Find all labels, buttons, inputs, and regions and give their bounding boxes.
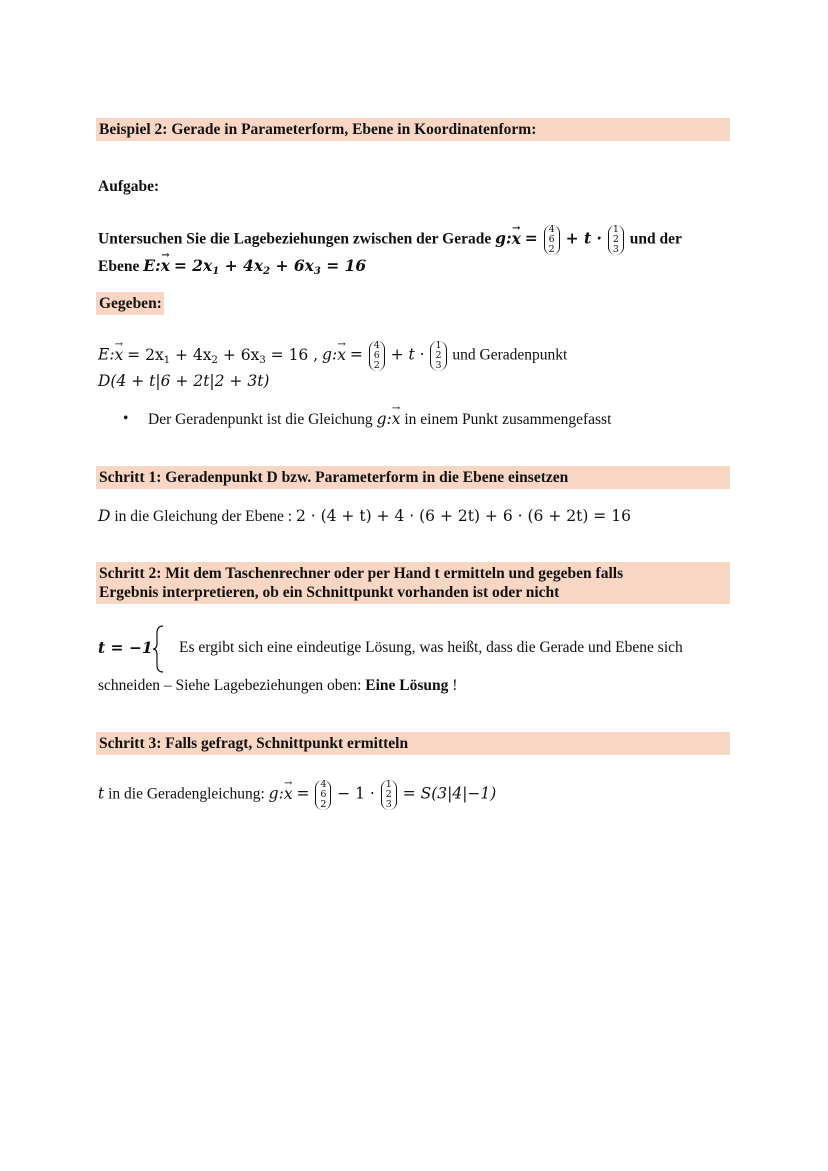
eq-part: + 6x (217, 345, 260, 364)
step1-equation: 2 · (4 + t) + 4 · (6 + 2t) + 6 · (6 + 2t) = 16 (295, 507, 631, 525)
vec-entry: 4 (320, 779, 327, 790)
step3-x-vector: → x (284, 784, 293, 804)
vec-entry: 2 (435, 350, 442, 361)
step2-text-line-1: Es ergibt sich eine eindeutige Lösung, was heißt, dass die Gerade und Ebene sich (179, 639, 683, 656)
eq-part: = 16 (320, 256, 367, 275)
step3-heading: Schritt 3: Falls gefragt, Schnittpunkt ermitteln (96, 732, 730, 755)
step3-support-vector (315, 780, 331, 810)
gegeben-label: Gegeben: (96, 292, 164, 315)
step2-t-result: t = −1 (98, 638, 153, 657)
step3-line (98, 780, 496, 810)
step2-heading-line-1: Schritt 2: Mit dem Taschenrechner oder per Hand t ermitteln und gegeben falls (99, 565, 624, 582)
task-plus-t: + t · (565, 228, 602, 248)
step1-heading: Schritt 1: Geradenpunkt D bzw. Parameterform in die Ebene einsetzen (96, 466, 730, 489)
step1-line (98, 506, 631, 527)
given-direction-vector (430, 341, 446, 371)
subscript: 3 (313, 266, 321, 277)
task-x-vector: → x (512, 229, 521, 249)
vec-entry: 2 (548, 244, 555, 255)
vec-entry: 2 (612, 234, 619, 245)
eq-part: = 2x (173, 256, 213, 275)
task-x-vector-2: → x (161, 256, 170, 276)
vec-entry: 4 (373, 340, 380, 351)
given-equals: = (349, 345, 363, 364)
bullet-text (148, 409, 611, 430)
step2-heading-line-2: Ergebnis interpretieren, ob ein Schnittpunkt vorhanden ist oder nicht (99, 584, 560, 601)
bullet-x-vector: → x (392, 409, 401, 429)
eq-part: = 2x (127, 345, 164, 364)
eq-part: + 4x (219, 256, 264, 275)
step2-text-bold: Eine Lösung (365, 677, 449, 694)
step3-t-var: t (98, 784, 105, 803)
given-support-vector (369, 341, 385, 371)
vec-entry: 6 (548, 234, 555, 245)
given-plus-t: + t · (390, 345, 425, 364)
vec-entry: 2 (385, 789, 392, 800)
step2-text-a: schneiden – Siehe Lagebeziehungen oben: (98, 677, 362, 694)
task-equals: = (524, 228, 538, 248)
plane-equation (174, 256, 366, 275)
step3-minus: − 1 · (337, 784, 375, 803)
vec-entry: 3 (435, 360, 442, 371)
eq-part: + 6x (270, 256, 314, 275)
given-line-1 (98, 341, 567, 371)
step2-heading (96, 562, 730, 604)
task-und-der: und der (629, 230, 682, 248)
bullet-text-before: Der Geradenpunkt ist die Gleichung (148, 411, 373, 428)
subscript: 1 (212, 266, 220, 277)
subscript: 2 (211, 354, 218, 366)
section-heading: Beispiel 2: Gerade in Parameterform, Ebene in Koordinatenform: (96, 118, 730, 141)
step3-direction-vector (381, 780, 397, 810)
step1-text: in die Gleichung der Ebene : (114, 508, 293, 525)
step2-text-line-2 (98, 676, 457, 696)
vec-entry: 4 (548, 224, 555, 235)
eq-part: = 16 , (265, 345, 319, 364)
step3-result: = S(3|4|−1) (402, 784, 497, 803)
aufgabe-label: Aufgabe: (98, 178, 160, 195)
step3-equals: = (296, 784, 310, 803)
given-g-label: g: (322, 345, 338, 364)
task-line-2 (98, 256, 366, 282)
subscript: 3 (259, 354, 266, 366)
task-g-label: g: (495, 228, 512, 248)
vec-entry: 1 (435, 340, 442, 351)
bullet-g-label: g: (376, 410, 392, 428)
vec-entry: 6 (320, 789, 327, 800)
given-x-vector-2: → x (337, 345, 346, 365)
vec-entry: 6 (373, 350, 380, 361)
step3-text: in die Geradengleichung: (108, 785, 265, 803)
given-e-label: E: (98, 345, 115, 364)
task-e-label: E: (143, 256, 161, 275)
vec-entry: 3 (385, 799, 392, 810)
task-text: Untersuchen Sie die Lagebeziehungen zwischen der Gerade (98, 230, 492, 248)
vec-entry: 1 (612, 224, 619, 235)
vec-entry: 2 (373, 360, 380, 371)
vec-entry: 3 (612, 244, 619, 255)
vec-entry: 1 (385, 779, 392, 790)
subscript: 2 (263, 266, 271, 277)
curly-brace-icon (152, 625, 166, 673)
task-line-1 (98, 225, 682, 255)
given-point-line: D(4 + t|6 + 2t|2 + 3t) (98, 372, 270, 390)
step1-d-var: D (98, 507, 111, 525)
bullet-text-after: in einem Punkt zusammengefasst (404, 411, 612, 428)
step2-text-c: ! (452, 677, 458, 694)
task-support-vector (544, 225, 560, 255)
bullet-symbol: • (123, 410, 129, 427)
given-plane-equation (127, 346, 318, 364)
task-ebene-word: Ebene (98, 258, 140, 275)
eq-part: + 4x (170, 345, 212, 364)
given-und-text: und Geradenpunkt (452, 346, 568, 364)
task-direction-vector (608, 225, 624, 255)
vec-entry: 2 (320, 799, 327, 810)
subscript: 1 (163, 354, 171, 366)
given-x-vector: → x (115, 345, 124, 365)
step3-g-label: g: (268, 784, 284, 803)
